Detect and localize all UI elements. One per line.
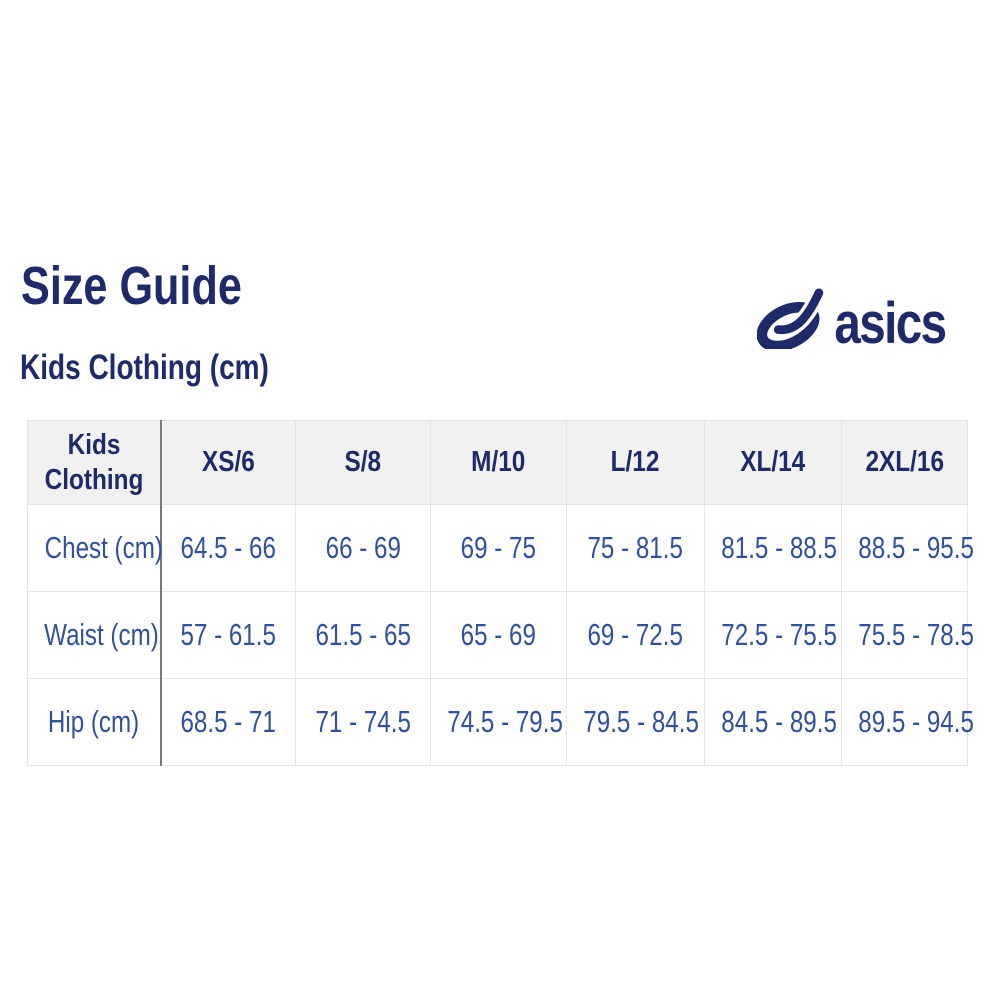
header-cell-kids-clothing: Kids Clothing <box>28 421 161 505</box>
asics-wordmark: asics <box>834 291 946 349</box>
row-label: Chest (cm) <box>28 505 161 592</box>
size-cell: 84.5 - 89.5 <box>705 679 842 766</box>
size-cell: 72.5 - 75.5 <box>705 592 842 679</box>
page-subtitle-text: Kids Clothing (cm) <box>20 348 269 387</box>
size-cell: 89.5 - 94.5 <box>842 679 968 766</box>
header-cell-xl14: XL/14 <box>705 421 842 505</box>
table-row-chest <box>28 505 968 592</box>
header-cell-2xl16: 2XL/16 <box>842 421 968 505</box>
size-cell: 61.5 - 65 <box>296 592 431 679</box>
table-header-row <box>28 421 968 505</box>
page-subtitle <box>20 350 331 385</box>
size-cell: 74.5 - 79.5 <box>431 679 567 766</box>
size-cell: 57 - 61.5 <box>161 592 296 679</box>
size-cell: 66 - 69 <box>296 505 431 592</box>
row-label: Hip (cm) <box>28 679 161 766</box>
header-cell-xs6: XS/6 <box>161 421 296 505</box>
header-cell-m10: M/10 <box>431 421 567 505</box>
size-cell: 75 - 81.5 <box>567 505 705 592</box>
page-title-text: Size Guide <box>21 256 242 316</box>
size-cell: 65 - 69 <box>431 592 567 679</box>
size-cell: 88.5 - 95.5 <box>842 505 968 592</box>
size-cell: 81.5 - 88.5 <box>705 505 842 592</box>
size-cell: 69 - 75 <box>431 505 567 592</box>
row-label: Waist (cm) <box>28 592 161 679</box>
table-row-waist <box>28 592 968 679</box>
size-cell: 75.5 - 78.5 <box>842 592 968 679</box>
table-row-hip <box>28 679 968 766</box>
size-cell: 64.5 - 66 <box>161 505 296 592</box>
size-cell: 68.5 - 71 <box>161 679 296 766</box>
asics-logo-graphic <box>757 287 965 349</box>
size-table <box>27 420 974 766</box>
size-cell: 71 - 74.5 <box>296 679 431 766</box>
page-title <box>21 256 297 316</box>
size-cell: 79.5 - 84.5 <box>567 679 705 766</box>
asics-logo <box>757 287 965 354</box>
header-cell-s8: S/8 <box>296 421 431 505</box>
size-cell: 69 - 72.5 <box>567 592 705 679</box>
header-cell-l12: L/12 <box>567 421 705 505</box>
